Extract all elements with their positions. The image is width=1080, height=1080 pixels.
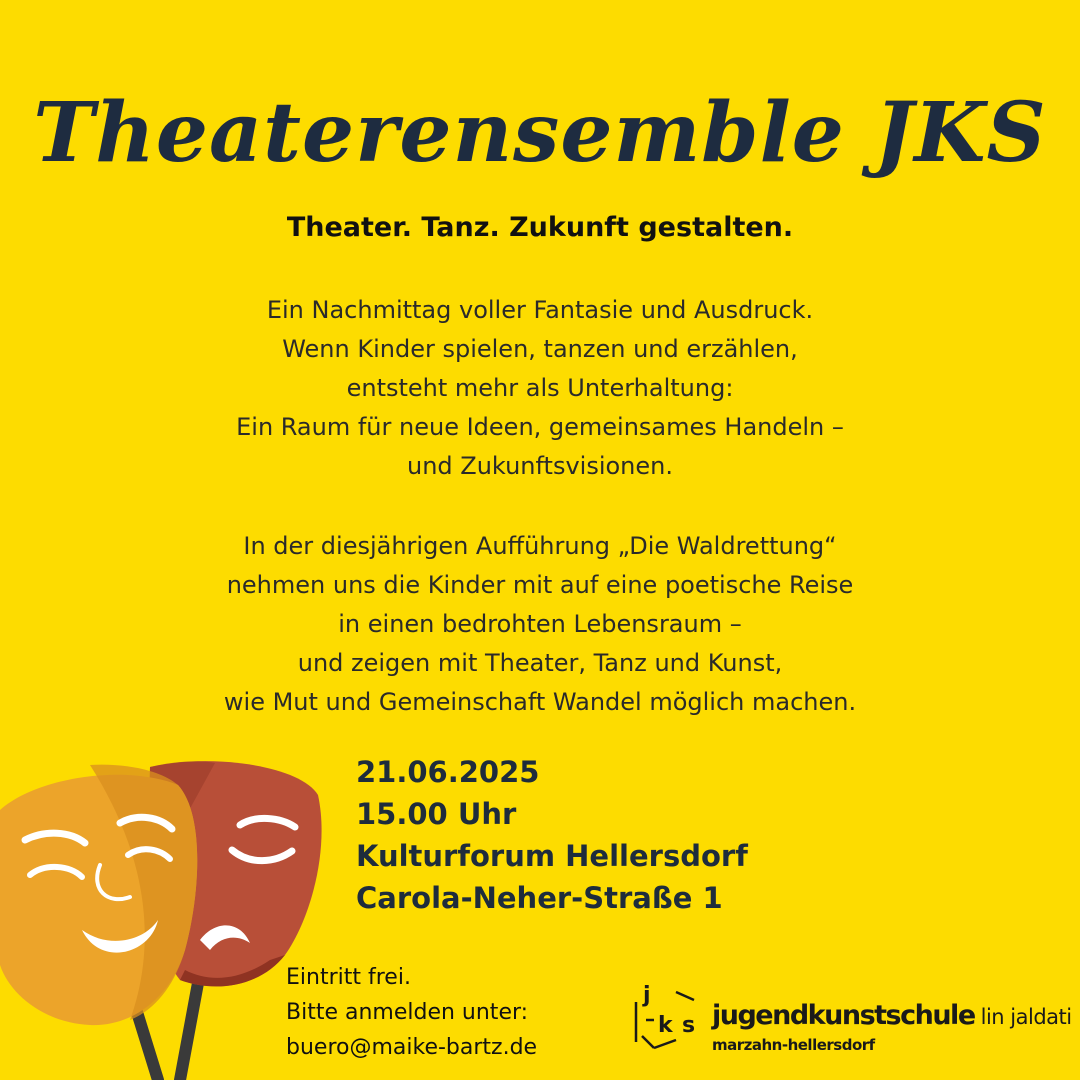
- event-venue: Kulturforum Hellersdorf: [356, 839, 748, 873]
- logo-mark-letter: k: [658, 1013, 673, 1038]
- logo-mark-letter: j: [643, 983, 651, 1008]
- logo-name-suffix: lin jaldati: [980, 1005, 1072, 1029]
- contact-email[interactable]: buero@maike-bartz.de: [286, 1035, 538, 1060]
- intro-line: und Zukunftsvisionen.: [406, 452, 673, 480]
- register-note: Bitte anmelden unter:: [286, 1000, 529, 1025]
- performance-paragraph: [0, 527, 1080, 722]
- performance-line: nehmen uns die Kinder mit auf eine poetische Reise: [226, 571, 854, 599]
- jks-logo: [632, 980, 1072, 1060]
- performance-line: In der diesjährigen Aufführung „Die Waldrettung“: [243, 532, 837, 560]
- intro-line: Ein Nachmittag voller Fantasie und Ausdruck.: [266, 296, 814, 324]
- performance-line: wie Mut und Gemeinschaft Wandel möglich machen.: [223, 688, 857, 716]
- poster-title: Theaterensemble JKS: [33, 85, 1047, 181]
- intro-line: entsteht mehr als Unterhaltung:: [346, 374, 734, 402]
- logo-name: [712, 1000, 1072, 1031]
- jks-logo-mark-icon: [632, 980, 704, 1052]
- event-date: 21.06.2025: [356, 755, 540, 789]
- performance-line: in einen bedrohten Lebensraum –: [338, 610, 742, 638]
- logo-district: marzahn-hellersdorf: [712, 1036, 875, 1054]
- theater-masks-icon: [0, 755, 330, 1080]
- intro-paragraph: [0, 291, 1080, 486]
- intro-line: Ein Raum für neue Ideen, gemeinsames Handeln –: [236, 413, 844, 441]
- logo-mark-letter: s: [682, 1013, 696, 1038]
- event-time: 15.00 Uhr: [356, 797, 517, 831]
- entry-note: Eintritt frei.: [286, 965, 411, 990]
- event-details: [356, 751, 748, 919]
- performance-line: und zeigen mit Theater, Tanz und Kunst,: [297, 649, 783, 677]
- event-address: Carola-Neher-Straße 1: [356, 881, 723, 915]
- logo-name-main: jugendkunstschule: [712, 1000, 975, 1031]
- poster-subtitle: Theater. Tanz. Zukunft gestalten.: [286, 212, 794, 243]
- intro-line: Wenn Kinder spielen, tanzen und erzählen,: [282, 335, 798, 363]
